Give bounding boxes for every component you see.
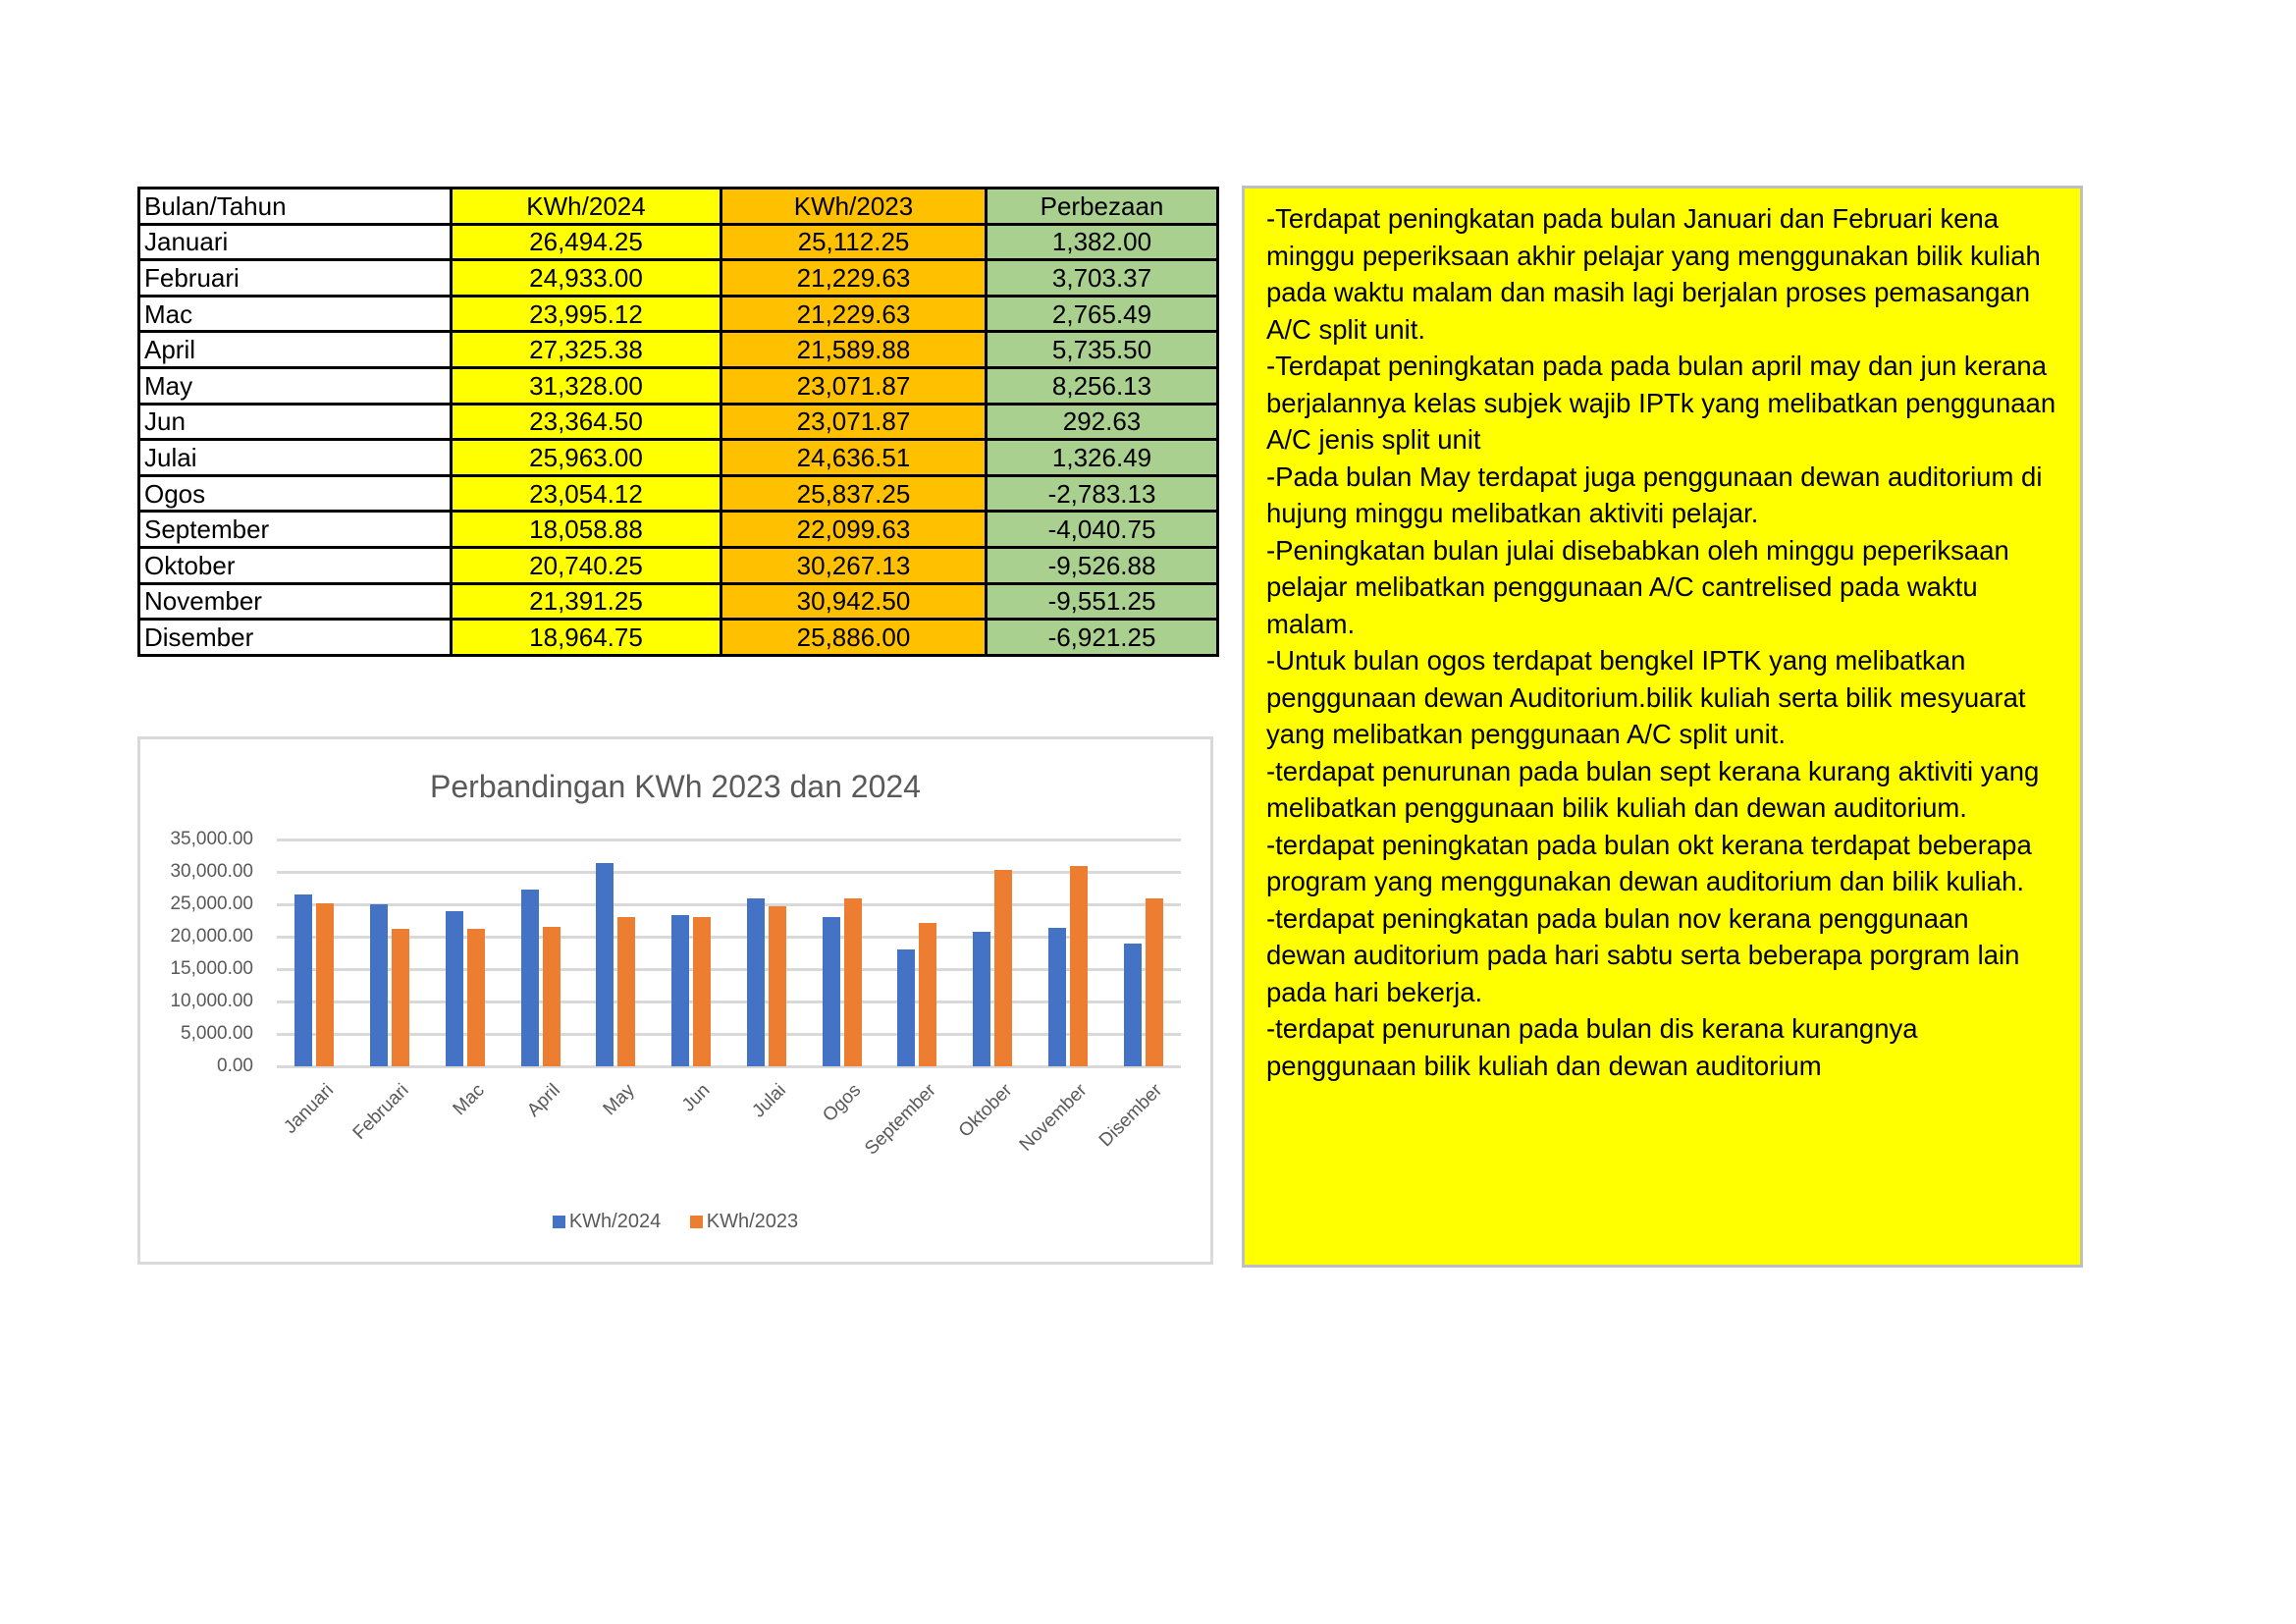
- note-line: hujung minggu melibatkan aktiviti pelajar.: [1266, 498, 1759, 528]
- kwh-2024-cell: 27,325.38: [452, 332, 721, 368]
- bar-kwh-2024: [823, 917, 840, 1066]
- note-line: pelajar melibatkan penggunaan A/C cantrelised pada waktu: [1266, 571, 1978, 602]
- kwh-2023-cell: 30,267.13: [721, 547, 987, 583]
- gridline: [277, 1065, 1181, 1068]
- gridline: [277, 839, 1181, 841]
- table-row: [139, 583, 1218, 620]
- table-row: [139, 367, 1218, 404]
- note-line: yang melibatkan penggunaan A/C split unit.: [1266, 719, 1786, 749]
- x-axis-category-label: Februari: [349, 1080, 413, 1144]
- note-line: -terdapat penurunan pada bulan sept kerana kurang aktiviti yang: [1266, 755, 2040, 786]
- x-axis-category-label: Oktober: [954, 1080, 1016, 1142]
- legend-label-2024: KWh/2024: [568, 1211, 662, 1232]
- note-line: berjalannya kelas subjek wajib IPTk yang melibatkan penggunaan: [1266, 387, 2056, 418]
- table-row: [139, 620, 1218, 656]
- header-kwh-2024: KWh/2024: [452, 189, 721, 225]
- kwh-2024-cell: 18,964.75: [452, 620, 721, 656]
- kwh-bar-chart: [137, 736, 1213, 1265]
- note-line: penggunaan bilik kuliah dan dewan auditorium: [1266, 1050, 1822, 1081]
- x-axis-category-label: September: [861, 1080, 941, 1160]
- bar-kwh-2023: [1146, 898, 1163, 1066]
- y-axis-tick-label: 35,000.00: [170, 829, 253, 849]
- bar-kwh-2023: [617, 917, 635, 1066]
- x-axis-category-label: November: [1015, 1080, 1092, 1156]
- gridline: [277, 871, 1181, 874]
- kwh-2024-cell: 23,364.50: [452, 404, 721, 440]
- difference-cell: 1,326.49: [987, 440, 1218, 476]
- note-line: A/C jenis split unit: [1266, 424, 1481, 455]
- x-axis-category-label: Januari: [280, 1080, 339, 1138]
- gridline: [277, 968, 1181, 971]
- kwh-2023-cell: 22,099.63: [721, 512, 987, 548]
- difference-cell: 8,256.13: [987, 367, 1218, 404]
- chart-legend: [140, 1211, 1210, 1234]
- bar-kwh-2024: [747, 898, 765, 1066]
- x-axis-category-label: April: [522, 1080, 564, 1121]
- note-line: -Peningkatan bulan julai disebabkan oleh minggu peperiksaan: [1266, 534, 2009, 566]
- month-cell: September: [139, 512, 452, 548]
- y-axis-tick-label: 0.00: [217, 1056, 253, 1076]
- bar-kwh-2024: [596, 863, 614, 1066]
- kwh-2023-cell: 25,886.00: [721, 620, 987, 656]
- x-axis-category-label: Julai: [748, 1080, 790, 1122]
- bar-kwh-2023: [769, 906, 786, 1066]
- difference-cell: 2,765.49: [987, 296, 1218, 332]
- kwh-2024-cell: 25,963.00: [452, 440, 721, 476]
- note-line: A/C split unit.: [1266, 313, 1426, 345]
- note-line: -terdapat peningkatan pada bulan nov kerana penggunaan: [1266, 902, 1969, 934]
- kwh-2023-cell: 25,837.25: [721, 475, 987, 512]
- month-cell: Januari: [139, 224, 452, 260]
- month-cell: Februari: [139, 260, 452, 297]
- month-cell: Disember: [139, 620, 452, 656]
- bar-kwh-2023: [543, 927, 561, 1066]
- x-axis-category-label: Mac: [449, 1080, 489, 1120]
- bar-kwh-2023: [316, 903, 334, 1066]
- table-row: [139, 332, 1218, 368]
- difference-cell: 3,703.37: [987, 260, 1218, 297]
- bar-kwh-2024: [521, 890, 539, 1066]
- x-axis-category-label: May: [599, 1080, 640, 1120]
- x-axis-category-label: Disember: [1095, 1080, 1167, 1152]
- legend-item-2023: [690, 1211, 798, 1233]
- notes-textbox: [1242, 186, 2083, 1268]
- legend-swatch-2023-icon: [690, 1216, 703, 1228]
- kwh-2024-cell: 23,054.12: [452, 475, 721, 512]
- legend-swatch-2024-icon: [553, 1216, 565, 1228]
- bar-kwh-2023: [1070, 866, 1088, 1066]
- kwh-2024-cell: 26,494.25: [452, 224, 721, 260]
- kwh-2024-cell: 31,328.00: [452, 367, 721, 404]
- month-cell: Julai: [139, 440, 452, 476]
- month-cell: Ogos: [139, 475, 452, 512]
- kwh-2023-cell: 25,112.25: [721, 224, 987, 260]
- bar-kwh-2023: [844, 898, 862, 1066]
- bar-kwh-2023: [467, 929, 485, 1066]
- y-axis-tick-label: 5,000.00: [181, 1023, 253, 1044]
- y-axis-tick-label: 25,000.00: [170, 893, 253, 914]
- kwh-2023-cell: 24,636.51: [721, 440, 987, 476]
- month-cell: April: [139, 332, 452, 368]
- bar-kwh-2024: [973, 932, 990, 1066]
- bar-kwh-2024: [370, 904, 388, 1066]
- kwh-2024-cell: 21,391.25: [452, 583, 721, 620]
- gridline: [277, 1033, 1181, 1036]
- kwh-2023-cell: 23,071.87: [721, 404, 987, 440]
- table-row: [139, 260, 1218, 297]
- table-header-row: [139, 189, 1218, 225]
- kwh-2024-cell: 20,740.25: [452, 547, 721, 583]
- month-cell: Mac: [139, 296, 452, 332]
- note-line: pada hari bekerja.: [1266, 976, 1483, 1007]
- y-axis-tick-label: 10,000.00: [170, 991, 253, 1011]
- note-line: malam.: [1266, 608, 1356, 639]
- kwh-2023-cell: 21,229.63: [721, 296, 987, 332]
- bar-kwh-2024: [671, 915, 689, 1066]
- difference-cell: 1,382.00: [987, 224, 1218, 260]
- bar-kwh-2023: [919, 923, 936, 1066]
- kwh-comparison-table: [137, 187, 1219, 657]
- difference-cell: 5,735.50: [987, 332, 1218, 368]
- note-line: -Terdapat peningkatan pada bulan Januari dan Februari kena: [1266, 203, 2000, 234]
- table-row: [139, 440, 1218, 476]
- table-row: [139, 512, 1218, 548]
- kwh-2024-cell: 18,058.88: [452, 512, 721, 548]
- x-axis-category-label: Jun: [678, 1080, 715, 1116]
- note-line: -Untuk bulan ogos terdapat bengkel IPTK yang melibatkan: [1266, 645, 1966, 676]
- difference-cell: -9,551.25: [987, 583, 1218, 620]
- table-row: [139, 404, 1218, 440]
- legend-label-2023: KWh/2023: [706, 1211, 799, 1232]
- header-month: Bulan/Tahun: [139, 189, 452, 225]
- y-axis-tick-label: 20,000.00: [170, 926, 253, 947]
- month-cell: November: [139, 583, 452, 620]
- table-row: [139, 224, 1218, 260]
- kwh-2023-cell: 21,589.88: [721, 332, 987, 368]
- month-cell: Jun: [139, 404, 452, 440]
- difference-cell: -6,921.25: [987, 620, 1218, 656]
- bar-kwh-2024: [294, 894, 312, 1066]
- legend-item-2024: [553, 1211, 661, 1233]
- gridline: [277, 903, 1181, 906]
- notes-text: [1266, 200, 2064, 1084]
- table-row: [139, 547, 1218, 583]
- y-axis-tick-label: 15,000.00: [170, 958, 253, 979]
- table-row: [139, 296, 1218, 332]
- note-line: -terdapat penurunan pada bulan dis kerana kurangnya: [1266, 1013, 1918, 1044]
- chart-title: Perbandingan KWh 2023 dan 2024: [430, 769, 921, 804]
- difference-cell: -2,783.13: [987, 475, 1218, 512]
- bar-kwh-2023: [392, 929, 409, 1066]
- header-kwh-2023: KWh/2023: [721, 189, 987, 225]
- table-row: [139, 475, 1218, 512]
- x-axis-category-label: Ogos: [819, 1080, 866, 1126]
- kwh-2024-cell: 23,995.12: [452, 296, 721, 332]
- note-line: melibatkan penggunaan bilik kuliah dan dewan auditorium.: [1266, 792, 1967, 823]
- bar-kwh-2024: [446, 911, 463, 1066]
- gridline: [277, 1001, 1181, 1003]
- difference-cell: 292.63: [987, 404, 1218, 440]
- bar-kwh-2023: [693, 917, 711, 1066]
- note-line: pada waktu malam dan masih lagi berjalan proses pemasangan: [1266, 277, 2031, 307]
- difference-cell: -9,526.88: [987, 547, 1218, 583]
- note-line: -terdapat peningkatan pada bulan okt kerana terdapat beberapa: [1266, 829, 2032, 860]
- month-cell: May: [139, 367, 452, 404]
- y-axis-tick-label: 30,000.00: [170, 861, 253, 882]
- note-line: -Terdapat peningkatan pada pada bulan april may dan jun kerana: [1266, 351, 2048, 381]
- kwh-2023-cell: 23,071.87: [721, 367, 987, 404]
- note-line: penggunaan dewan Auditorium.bilik kuliah serta bilik mesyuarat: [1266, 681, 2026, 713]
- difference-cell: -4,040.75: [987, 512, 1218, 548]
- bar-kwh-2024: [897, 949, 915, 1066]
- note-line: -Pada bulan May terdapat juga penggunaan dewan auditorium di: [1266, 460, 2043, 492]
- note-line: program yang menggunakan dewan auditorium dan bilik kuliah.: [1266, 866, 2025, 896]
- note-line: dewan auditorium pada hari sabtu serta beberapa porgram lain: [1266, 940, 2020, 970]
- month-cell: Oktober: [139, 547, 452, 583]
- kwh-2023-cell: 21,229.63: [721, 260, 987, 297]
- kwh-2023-cell: 30,942.50: [721, 583, 987, 620]
- bar-kwh-2024: [1048, 928, 1066, 1066]
- gridline: [277, 936, 1181, 939]
- kwh-2024-cell: 24,933.00: [452, 260, 721, 297]
- bar-kwh-2024: [1124, 944, 1142, 1066]
- header-difference: Perbezaan: [987, 189, 1218, 225]
- bar-kwh-2023: [994, 870, 1012, 1066]
- note-line: minggu peperiksaan akhir pelajar yang menggunakan bilik kuliah: [1266, 240, 2041, 271]
